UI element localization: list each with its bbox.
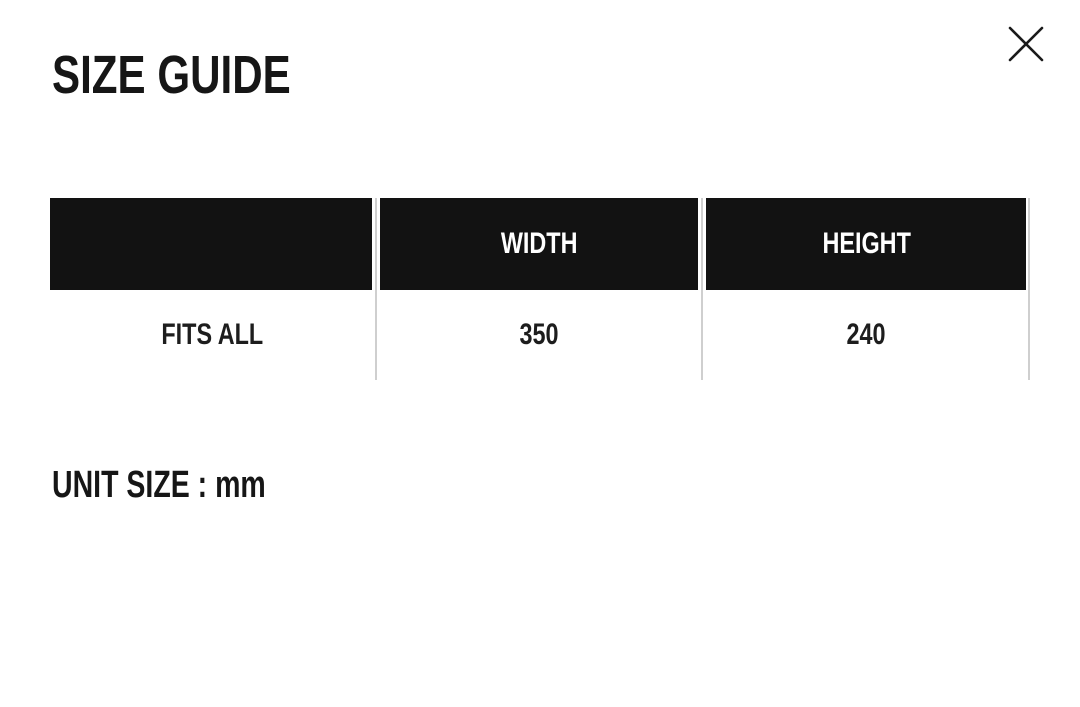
page-title: SIZE GUIDE — [52, 45, 291, 105]
close-button[interactable] — [1000, 18, 1052, 70]
table-header-blank — [50, 198, 372, 290]
table-header-height: HEIGHT — [706, 198, 1026, 290]
close-icon — [1006, 24, 1046, 64]
unit-size-note: UNIT SIZE : mm — [52, 464, 266, 506]
size-table — [50, 198, 1030, 380]
table-cell-width-value: 350 — [519, 318, 559, 351]
table-header-width: WIDTH — [380, 198, 699, 290]
table-cell-fit-label: FITS ALL — [161, 318, 264, 351]
size-table-column-width — [375, 198, 702, 380]
size-table-column-height — [701, 198, 1028, 380]
size-table-column-label — [50, 198, 375, 380]
table-cell-height-value: 240 — [846, 318, 886, 351]
